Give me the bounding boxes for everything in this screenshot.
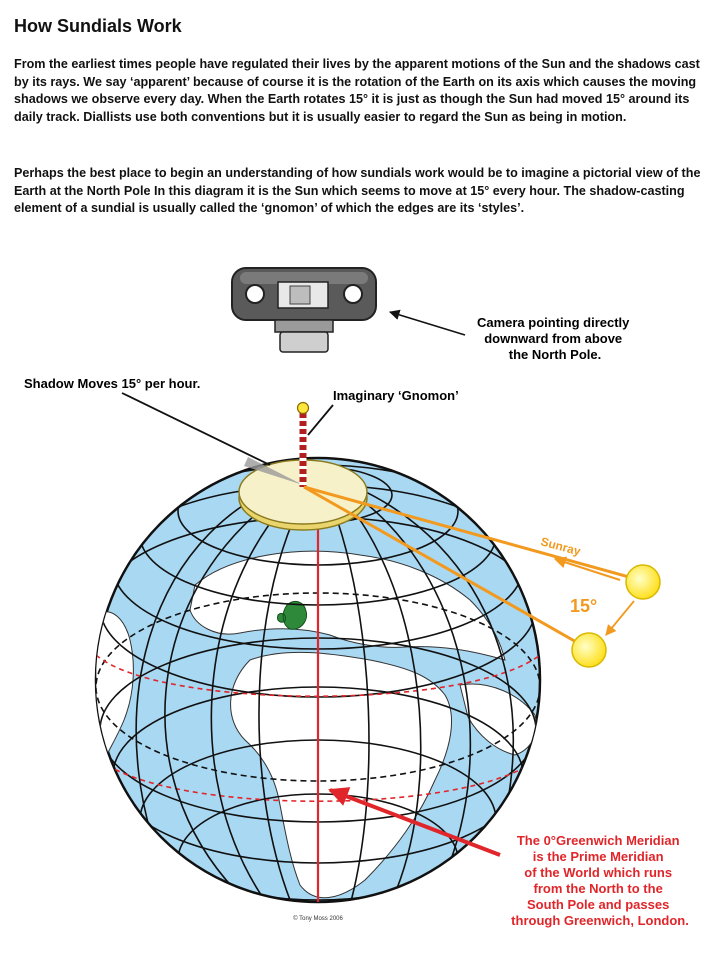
sun-position-2 bbox=[572, 633, 606, 667]
meridian-label-line: from the North to the bbox=[533, 881, 663, 896]
camera-label-line: the North Pole. bbox=[508, 347, 602, 362]
shadow-pointer bbox=[122, 393, 270, 465]
sunray-arrow bbox=[555, 559, 620, 580]
intro-paragraph: From the earliest times people have regulated their lives by the apparent motions of the Sun and the shadows cast by its rays. We say ‘apparent’ because of course it is the rotation of the Earth on its axis which causes the moving shadows we observe every day. When the Earth rotates 15° it is just as though the Sun had moved 15° around its daily track. Diallists use both conventions but it is usually easier to regard the Sun as being in motion. bbox=[14, 57, 700, 124]
angle-label: 15° bbox=[570, 596, 598, 616]
sun-position-1 bbox=[626, 565, 660, 599]
sun-motion-arrow bbox=[606, 601, 634, 635]
gnomon-pointer bbox=[308, 405, 333, 435]
explanation-paragraph: Perhaps the best place to begin an understanding of how sundials work would be to imagine a pictorial view of the Earth at the North Pole In this diagram it is the Sun which seems to move at 15° every hour. The shadow-casting element of a sundial is usually called the ‘gnomon’ of which the edges are its ‘styles’. bbox=[14, 166, 701, 216]
meridian-label-line: through Greenwich, London. bbox=[511, 913, 689, 928]
camera-label bbox=[477, 315, 633, 362]
camera-icon bbox=[232, 268, 376, 352]
page-title: How Sundials Work bbox=[14, 16, 182, 36]
sundial-diagram bbox=[0, 255, 720, 962]
camera-label-line: downward from above bbox=[484, 331, 623, 346]
meridian-label bbox=[511, 833, 689, 928]
copyright-label: © Tony Moss 2006 bbox=[293, 916, 343, 922]
camera-pointer-arrow bbox=[390, 312, 465, 335]
sunray-label: Sunray bbox=[539, 534, 583, 559]
camera-label-line: Camera pointing directly bbox=[476, 315, 630, 330]
shadow-label: Shadow Moves 15° per hour. bbox=[24, 376, 201, 391]
meridian-label-line: is the Prime Meridian bbox=[532, 849, 664, 864]
meridian-label-line: of the World which runs bbox=[524, 865, 673, 880]
gnomon-label: Imaginary ‘Gnomon’ bbox=[333, 388, 459, 403]
meridian-label-line: The 0°Greenwich Meridian bbox=[516, 833, 680, 848]
meridian-label-line: South Pole and passes bbox=[527, 897, 670, 912]
